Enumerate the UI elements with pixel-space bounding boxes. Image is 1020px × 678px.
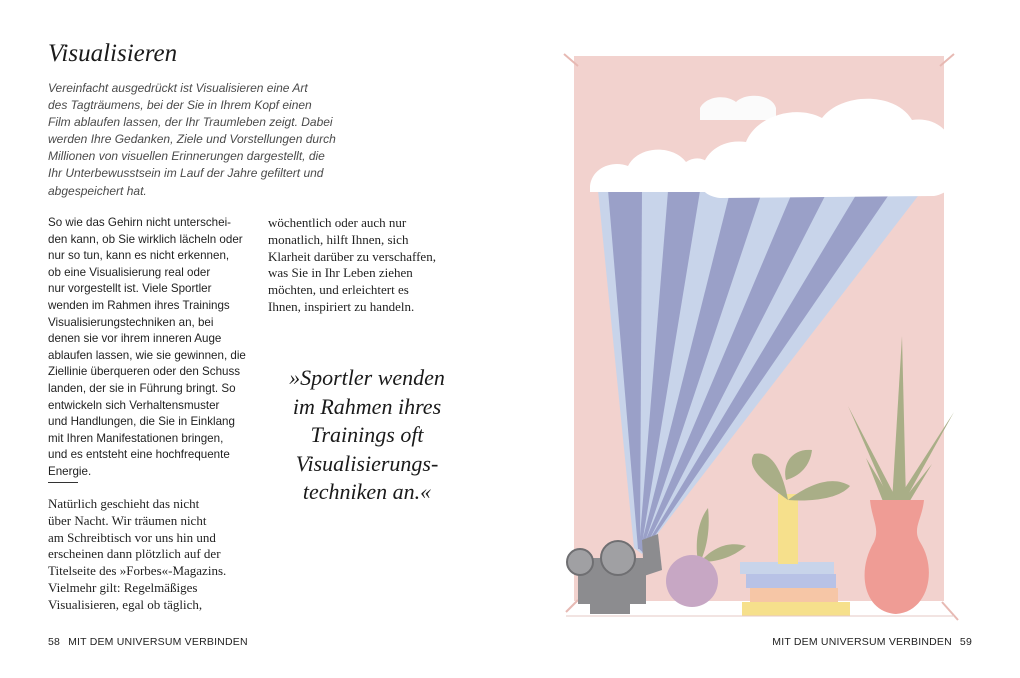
intro-line: abgespeichert hat. <box>48 183 147 198</box>
pull-quote-line: im Rahmen ihres <box>292 393 442 419</box>
body-line: denen sie vor ihrem inneren Auge <box>48 332 222 346</box>
body-line: entwickeln sich Verhaltensmuster <box>48 398 220 412</box>
body-line: wenden im Rahmen ihres Trainings <box>48 298 230 312</box>
body-line: Ihnen, inspiriert zu handeln. <box>268 298 415 314</box>
section-heading: Visualisieren <box>48 40 178 67</box>
book <box>746 574 836 588</box>
intro-paragraph <box>48 80 368 200</box>
projector-stand <box>590 604 630 614</box>
paragraph-divider <box>48 482 78 483</box>
body-line: So wie das Gehirn nicht unterschei- <box>48 216 232 229</box>
body-line: mit Ihren Manifestationen bringen, <box>48 431 224 445</box>
intro-line: Vereinfacht ausgedrückt ist Visualisieren eine Art <box>48 81 308 95</box>
body-column-1 <box>48 215 258 481</box>
right-page <box>510 0 1020 678</box>
bowl-lilac <box>666 555 718 607</box>
poster-hanger <box>942 602 958 620</box>
poster-hanger <box>566 600 578 612</box>
body-line: monatlich, hilft Ihnen, sich <box>268 231 409 247</box>
body-line: wöchentlich oder auch nur <box>268 215 407 230</box>
body-line: und Handlungen, die Sie in Einklang <box>48 415 235 429</box>
body-column-2 <box>268 215 468 316</box>
body-line: am Schreibtisch vor uns hin und <box>48 529 216 545</box>
body-line: Ziellinie überqueren oder den Schuss <box>48 365 241 379</box>
intro-line: des Tagträumens, bei der Sie in Ihrem Kopf einen <box>48 98 312 113</box>
body-line: erscheinen dann plötzlich auf der <box>48 546 221 562</box>
book <box>742 602 850 616</box>
body-column-1-continued <box>48 496 258 614</box>
book <box>750 588 838 602</box>
body-line: nur so tun, kann es nicht erkennen, <box>48 249 230 263</box>
running-footer: MIT DEM UNIVERSUM VERBINDEN <box>772 636 952 648</box>
page-number: 59 <box>959 636 972 648</box>
body-line: Visualisierungstechniken an, bei <box>48 315 214 329</box>
candle-stem <box>778 494 798 564</box>
body-line: Vielmehr gilt: Regelmäßiges <box>48 579 198 595</box>
body-line: und es entsteht eine hochfrequente <box>48 448 230 462</box>
body-line: nur vorgestellt ist. Viele Sportler <box>48 282 212 296</box>
vase-pink <box>865 500 929 614</box>
intro-line: Ihr Unterbewusstsein im Lauf der Jahre gefiltert und <box>48 166 324 181</box>
body-line: den kann, ob Sie wirklich lächeln oder <box>48 232 243 246</box>
folio-right <box>772 636 972 648</box>
projector-reel <box>567 549 593 575</box>
body-line: was Sie in Ihr Leben ziehen <box>268 265 413 281</box>
illustration <box>550 40 990 630</box>
pull-quote-line: techniken an.« <box>302 479 432 504</box>
body-line: Natürlich geschieht das nicht <box>48 496 200 511</box>
book-stack-icon <box>740 562 850 616</box>
intro-line: Film ablaufen lassen, der Ihr Traumleben zeigt. Dabei <box>48 115 333 130</box>
running-footer: MIT DEM UNIVERSUM VERBINDEN <box>68 636 248 648</box>
body-line: Titelseite des »Forbes«-Magazins. <box>48 563 227 579</box>
body-line: Klarheit darüber zu verschaffen, <box>268 248 436 264</box>
body-line: ablaufen lassen, wie sie gewinnen, die <box>48 348 246 362</box>
body-line: über Nacht. Wir träumen nicht <box>48 512 207 528</box>
pull-quote <box>262 364 472 507</box>
body-line: Energie. <box>48 464 92 478</box>
folio-left <box>48 636 248 648</box>
body-line: ob eine Visualisierung real oder <box>48 265 211 279</box>
body-line: landen, der sie in Führung bringt. So <box>48 381 236 395</box>
projector-reel <box>601 541 635 575</box>
body-line: Visualisieren, egal ob täglich, <box>48 596 203 612</box>
intro-line: Millionen von visuellen Erinnerungen dargestellt, die <box>48 149 325 164</box>
pull-quote-line: Visualisierungs- <box>295 450 439 476</box>
body-line: möchten, und erleichtert es <box>268 282 409 298</box>
intro-line: werden Ihre Gedanken, Ziele und Vorstellungen durch <box>48 132 336 147</box>
pull-quote-line: »Sportler wenden <box>289 365 445 390</box>
pull-quote-line: Trainings oft <box>310 422 424 447</box>
page-number: 58 <box>48 636 61 648</box>
